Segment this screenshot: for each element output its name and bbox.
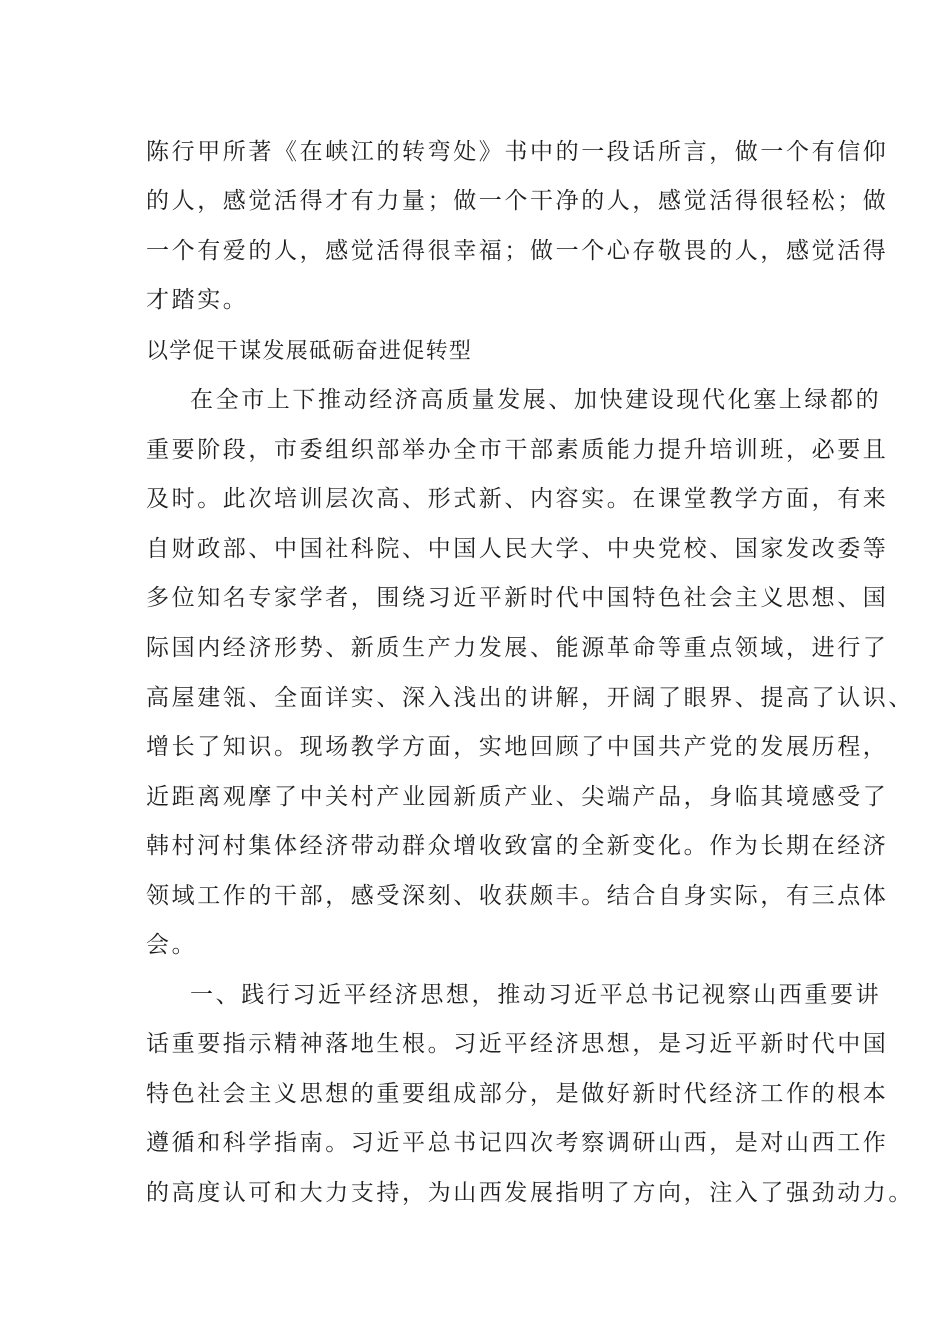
text-line: 的人，感觉活得才有力量；做一个干净的人，感觉活得很轻松；做	[146, 188, 889, 214]
text-line: 多位知名专家学者，围绕习近平新时代中国特色社会主义思想、国	[146, 585, 889, 611]
text-line: 会。	[146, 932, 198, 958]
text-line: 遵循和科学指南。习近平总书记四次考察调研山西，是对山西工作	[146, 1130, 889, 1156]
text-line: 近距离观摩了中关村产业园新质产业、尖端产品，身临其境感受了	[146, 784, 889, 810]
section-title: 以学促干谋发展砥砺奋进促转型	[146, 339, 473, 364]
text-line: 增长了知识。现场教学方面，实地回顾了中国共产党的发展历程，	[146, 734, 889, 760]
text-line: 韩村河村集体经济带动群众增收致富的全新变化。作为长期在经济	[146, 833, 889, 859]
text-line: 领域工作的干部，感受深刻、收获颇丰。结合自身实际，有三点体	[146, 883, 889, 909]
text-line: 自财政部、中国社科院、中国人民大学、中央党校、国家发改委等	[146, 536, 889, 562]
text-line: 的高度认可和大力支持，为山西发展指明了方向，注入了强劲动力。	[146, 1180, 914, 1206]
text-line: 陈行甲所著《在峡江的转弯处》书中的一段话所言，做一个有信仰	[146, 139, 889, 165]
text-line: 在全市上下推动经济高质量发展、加快建设现代化塞上绿都的	[190, 387, 882, 413]
text-line: 话重要指示精神落地生根。习近平经济思想，是习近平新时代中国	[146, 1031, 889, 1057]
text-line: 及时。此次培训层次高、形式新、内容实。在课堂教学方面，有来	[146, 486, 889, 512]
text-line: 一个有爱的人，感觉活得很幸福；做一个心存敬畏的人，感觉活得	[146, 238, 889, 264]
text-line: 特色社会主义思想的重要组成部分，是做好新时代经济工作的根本	[146, 1081, 889, 1107]
text-line: 重要阶段，市委组织部举办全市干部素质能力提升培训班，必要且	[146, 437, 889, 463]
text-line: 高屋建瓴、全面详实、深入浅出的讲解，开阔了眼界、提高了认识、	[146, 685, 914, 711]
text-line: 一、践行习近平经济思想，推动习近平总书记视察山西重要讲	[190, 982, 882, 1008]
text-line: 际国内经济形势、新质生产力发展、能源革命等重点领域，进行了	[146, 635, 889, 661]
text-line: 才踏实。	[146, 287, 249, 313]
